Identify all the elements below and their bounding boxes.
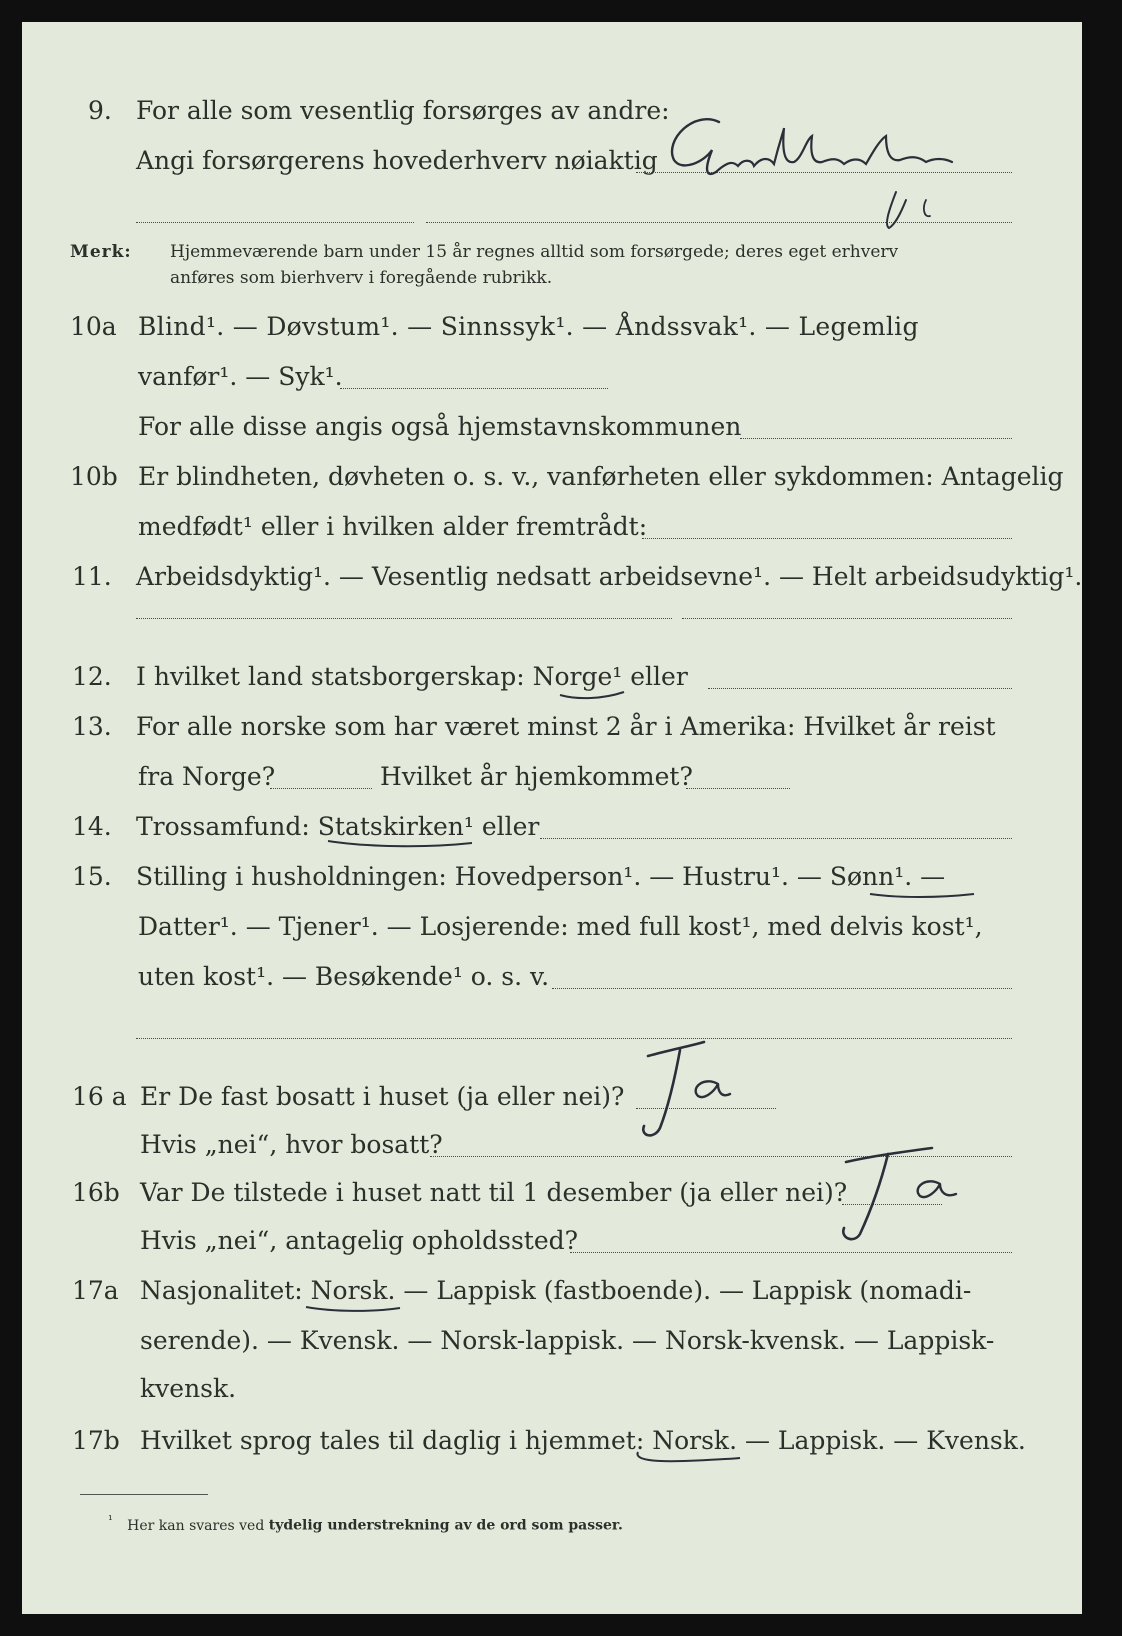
handwriting-ja-icon <box>620 1032 750 1142</box>
q9-extra-line-a <box>136 222 414 223</box>
merk-label: Merk: <box>70 242 132 262</box>
handwriting-gaardbruker-icon <box>634 100 1014 230</box>
q13-line2b: Hvilket år hjemkommet? <box>380 762 693 791</box>
q17b-line1: Hvilket sprog tales til daglig i hjemmet: Norsk. — Lappisk. — Kvensk. <box>140 1426 1026 1455</box>
q13-hjemkommet-line <box>686 788 790 789</box>
q15-answer-line <box>552 988 1012 989</box>
q12-norge-underline <box>558 686 628 705</box>
q9-extra-line-b <box>426 222 1012 223</box>
q17a-number: 17a <box>72 1276 119 1305</box>
q13-line2a: fra Norge? <box>138 762 276 791</box>
q16b-line2: Hvis „nei“, antagelig opholdssted? <box>140 1226 579 1255</box>
q9-number: 9. <box>88 96 112 125</box>
q10a-hjemstavn-line <box>740 438 1012 439</box>
q12-number: 12. <box>72 662 112 691</box>
q14-statskirken-underline <box>326 836 476 855</box>
q12-line1: I hvilket land statsborgerskap: Norge¹ eller <box>136 662 688 691</box>
q10a-number: 10a <box>70 312 117 341</box>
q9-line1: For alle som vesentlig forsørges av andre: <box>136 96 670 125</box>
q15-sonn-underline <box>868 886 978 905</box>
q16a-number: 16 a <box>72 1082 127 1111</box>
footnote-text-plain: Her kan svares ved <box>127 1517 265 1534</box>
q9-handwritten-answer <box>634 100 1014 234</box>
q10b-line1: Er blindheten, døvheten o. s. v., vanførheten eller sykdommen: Antagelig <box>138 462 1064 491</box>
merk-line2: anføres som bierhverv i foregående rubrikk. <box>170 268 553 288</box>
footnote-separator <box>80 1494 208 1495</box>
q16a-handwritten-answer <box>620 1032 750 1146</box>
q17b-norsk-underline <box>634 1450 744 1470</box>
q16b-number: 16b <box>72 1178 120 1207</box>
q14-number: 14. <box>72 812 112 841</box>
q10a-line1: Blind¹. — Døvstum¹. — Sinnssyk¹. — Åndssvak¹. — Legemlig <box>138 312 919 341</box>
q16b-handwritten-answer <box>822 1138 972 1252</box>
q17a-line1: Nasjonalitet: Norsk. — Lappisk (fastboende). — Lappisk (nomadi- <box>140 1276 972 1305</box>
q10b-answer-line <box>642 538 1012 539</box>
q14-answer-line <box>540 838 1012 839</box>
q13-number: 13. <box>72 712 112 741</box>
handwriting-ja-icon <box>822 1138 972 1248</box>
q15-number: 15. <box>72 862 112 891</box>
footnote <box>108 1510 623 1536</box>
q9-line2: Angi forsørgerens hovederhverv nøiaktig <box>136 146 658 175</box>
footnote-text-bold: tydelig understrekning av de ord som passer. <box>268 1517 623 1534</box>
q15-extra-line <box>136 1038 1012 1039</box>
q13-line1: For alle norske som har været minst 2 år i Amerika: Hvilket år reist <box>136 712 996 741</box>
q16b-line1: Var De tilstede i huset natt til 1 desember (ja eller nei)? <box>140 1178 848 1207</box>
q10b-number: 10b <box>70 462 118 491</box>
q15-line1: Stilling i husholdningen: Hovedperson¹. — Hustru¹. — Sønn¹. — <box>136 862 946 891</box>
q10a-line2: vanfør¹. — Syk¹. <box>138 362 343 391</box>
q16a-line1: Er De fast bosatt i huset (ja eller nei)? <box>140 1082 625 1111</box>
q11-line1: Arbeidsdyktig¹. — Vesentlig nedsatt arbeidsevne¹. — Helt arbeidsudyktig¹. <box>136 562 1083 591</box>
q17a-line2: serende). — Kvensk. — Norsk-lappisk. — Norsk-kvensk. — Lappisk- <box>140 1326 995 1355</box>
q17a-line3: kvensk. <box>140 1374 237 1403</box>
q17a-norsk-underline <box>304 1300 404 1319</box>
q15-line2: Datter¹. — Tjener¹. — Losjerende: med full kost¹, med delvis kost¹, <box>138 912 983 941</box>
q10a-syk-line <box>340 388 608 389</box>
q13-reist-line <box>270 788 372 789</box>
q14-line1: Trossamfund: Statskirken¹ eller <box>136 812 540 841</box>
footnote-mark: ¹ <box>108 1513 113 1527</box>
q17b-number: 17b <box>72 1426 120 1455</box>
merk-line1: Hjemmeværende barn under 15 år regnes alltid som forsørgede; deres eget erhverv <box>170 242 899 262</box>
census-form-page <box>22 22 1082 1614</box>
q12-answer-line <box>708 688 1012 689</box>
q11-answer-line-a <box>136 618 672 619</box>
q10b-line2: medfødt¹ eller i hvilken alder fremtrådt: <box>138 512 648 541</box>
q16b-opholdssted-line <box>570 1252 1012 1253</box>
q11-answer-line-b <box>682 618 1012 619</box>
q16a-line2: Hvis „nei“, hvor bosatt? <box>140 1130 443 1159</box>
q10a-line3: For alle disse angis også hjemstavnskommunen <box>138 412 742 441</box>
q15-line3: uten kost¹. — Besøkende¹ o. s. v. <box>138 962 550 991</box>
q11-number: 11. <box>72 562 112 591</box>
